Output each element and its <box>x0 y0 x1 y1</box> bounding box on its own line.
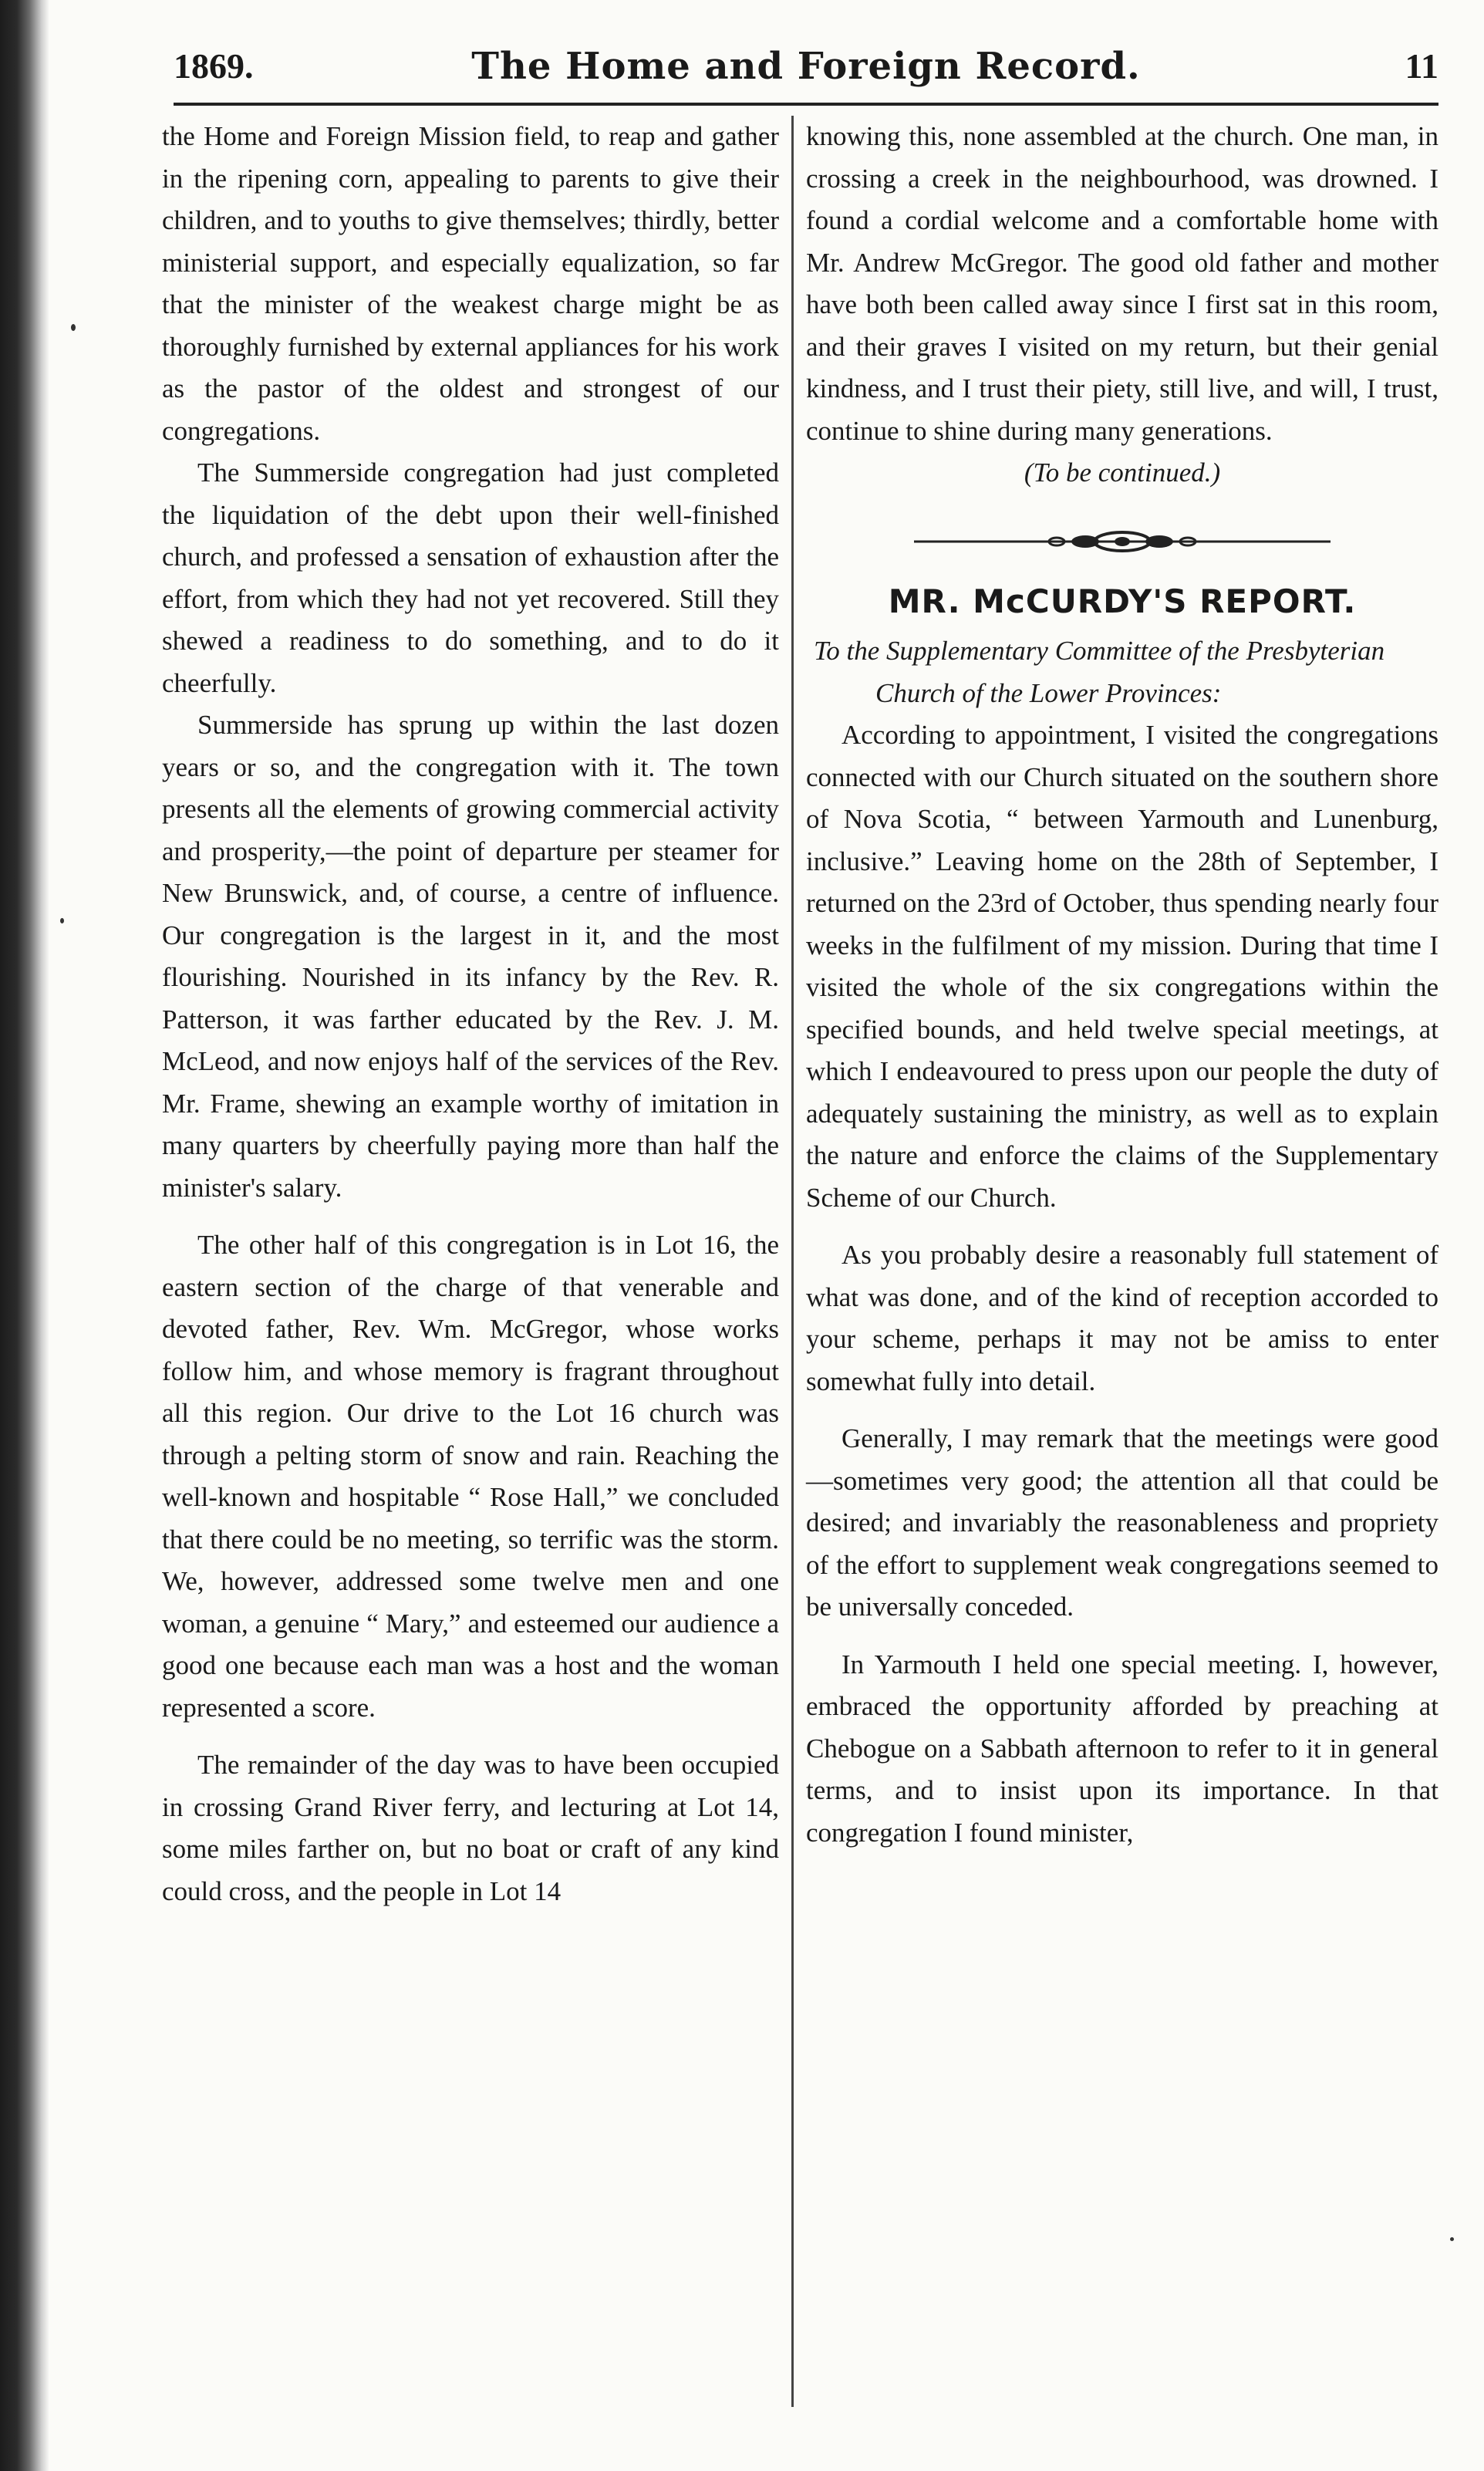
article-paragraph: According to appointment, I visited the congregations connected with our Church situated on the southern shore of Nova Scotia, “ between Yarmouth and Lunenburg, inclusive.” Leaving home on the 28th of September, I returned on the 23rd of October, thus spending nearly four weeks in the fulfilment of my mission. During that time I visited the whole of the six congregations within the specified bounds, and held twelve special meetings, at which I endeavoured to press upon our people the duty of adequately sustaining the ministry, as well as to explain the nature and enforce the claims of the Supplementary Scheme of our Church. <box>806 720 1438 1213</box>
article-paragraph: knowing this, none assembled at the church. One man, in crossing a creek in the neighbourhood, was drowned. I found a cordial welcome and a comfortable home with Mr. Andrew McGregor. The good old father and mother have both been called away since I first sat in this room, and their graves I visited on my return, but their genial kindness, and I trust their piety, still live, and will, I trust, continue to shine during many generations. <box>806 121 1438 446</box>
header-rule <box>174 103 1438 106</box>
article-paragraph: In Yarmouth I held one special meeting. I, however, embraced the opportunity afforded by preaching at Chebogue on a Sabbath afternoon to refer to it in general terms, and to insist upon its importance. In that congregation I found minister, <box>806 1649 1438 1848</box>
left-column <box>162 116 779 1912</box>
scan-speck <box>71 324 76 331</box>
ornamental-divider <box>914 522 1331 561</box>
article-paragraph: The Summerside congregation had just completed the liquidation of the debt upon their well-finished church, and professed a sensation of exhaustion after the effort, from which they had not yet recovered. Still they shewed a readiness to do something, and to do it cheerfully. <box>162 457 779 698</box>
article-paragraph: the Home and Foreign Mission field, to reap and gather in the ripening corn, appealing to parents to give their children, and to youths to give themselves; thirdly, better ministerial support, and especially equalization, so far that the minister of the weakest charge might be as thoroughly furnished by external appliances for his work as the pastor of the oldest and strongest of our congregations. <box>162 121 779 446</box>
scan-speck <box>1450 2237 1454 2241</box>
right-column <box>806 116 1438 1854</box>
to-be-continued-note: (To be continued.) <box>1024 457 1221 488</box>
article-paragraph: As you probably desire a reasonably full statement of what was done, and of the kind of reception accorded to your scheme, perhaps it may not be amiss to enter somewhat fully into detail. <box>806 1240 1438 1396</box>
report-heading: MR. McCURDY'S REPORT. <box>888 582 1357 620</box>
page-header <box>174 39 1438 108</box>
header-year: 1869. <box>174 46 254 86</box>
page-binding-edge <box>0 0 49 2471</box>
scan-speck <box>60 918 64 923</box>
article-paragraph: The other half of this congregation is in Lot 16, the eastern section of the charge of that venerable and devoted father, Rev. Wm. McGregor, whose works follow him, and whose memory is fragrant throughout all this region. Our drive to the Lot 16 church was through a pelting storm of snow and rain. Reaching the well-known and hospitable “ Rose Hall,” we concluded that there could be no meeting, so terrific was the storm. We, however, addressed some twelve men and one woman, a genuine “ Mary,” and esteemed our audience a good one because each man was a host and the woman represented a score. <box>162 1230 779 1723</box>
report-salutation: To the Supplementary Committee of the Presbyterian Church of the Lower Provinces: <box>814 636 1385 708</box>
page-number: 11 <box>1405 46 1438 86</box>
article-paragraph: The remainder of the day was to have been occupied in crossing Grand River ferry, and lecturing at Lot 14, some miles farther on, but no boat or craft of any kind could cross, and the people in Lot 14 <box>162 1750 779 1906</box>
article-paragraph: Generally, I may remark that the meetings were good—sometimes very good; the attention all that could be desired; and invariably the reasonableness and propriety of the effort to supplement weak congregations seemed to be universally conceded. <box>806 1423 1438 1622</box>
column-divider <box>791 116 794 2407</box>
article-paragraph: Summerside has sprung up within the last dozen years or so, and the congregation with it. The town presents all the elements of growing commercial activity and prosperity,—the point of departure per steamer for New Brunswick, and, of course, a centre of influence. Our congregation is the largest in it, and the most flourishing. Nourished in its infancy by the Rev. R. Patterson, it was farther educated by the Rev. J. M. McLeod, and now enjoys half of the services of the Rev. Mr. Frame, shewing an example worthy of imitation in many quarters by cheerfully paying more than half the minister's salary. <box>162 710 779 1203</box>
publication-title: The Home and Foreign Record. <box>471 45 1141 88</box>
